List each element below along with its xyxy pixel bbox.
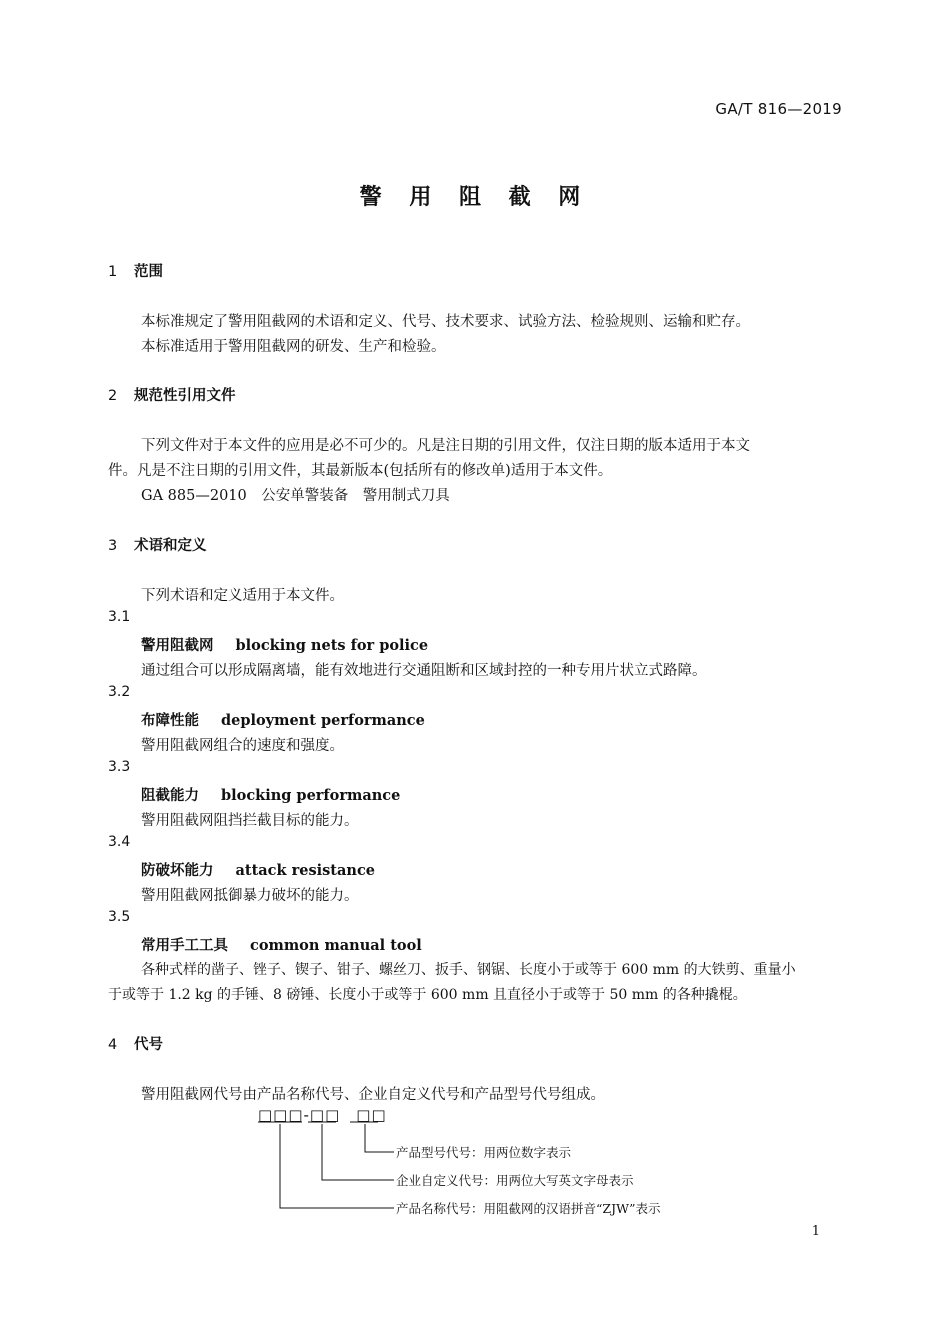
section-title: 术语和定义 bbox=[134, 538, 207, 554]
callout-product-name-code: 产品名称代号：用阻截网的汉语拼音“ZJW”表示 bbox=[396, 1201, 661, 1216]
term-en: blocking nets for police bbox=[235, 637, 429, 654]
callout-model-code: 产品型号代号：用两位数字表示 bbox=[396, 1145, 572, 1160]
term-en: attack resistance bbox=[235, 862, 375, 879]
normative-reference: GA 885—2010 公安单警装备 警用制式刀具 bbox=[141, 488, 450, 504]
term-zh: 布障性能 bbox=[141, 713, 199, 729]
section-title: 范围 bbox=[134, 264, 163, 280]
standard-number: GA/T 816—2019 bbox=[715, 100, 842, 118]
section-number: 1 bbox=[108, 264, 118, 280]
clause-number: 3.3 bbox=[108, 759, 131, 775]
term-zh: 常用手工工具 bbox=[141, 938, 228, 954]
term-definition: 警用阻截网组合的速度和强度。 bbox=[141, 738, 344, 754]
clause-number: 3.1 bbox=[108, 609, 131, 625]
clause-number: 3.5 bbox=[108, 909, 131, 925]
term-definition: 通过组合可以形成隔离墙，能有效地进行交通阻断和区域封控的一种专用片状立式路障。 bbox=[141, 663, 707, 679]
term-definition: 各种式样的凿子、锉子、锲子、钳子、螺丝刀、扳手、钢锯、长度小于或等于 600 mm 的大铁剪、重量小 bbox=[141, 962, 796, 978]
section-number: 2 bbox=[108, 388, 118, 404]
term-definition: 于或等于 1.2 kg 的手锤、8 磅锤、长度小于或等于 600 mm 且直径小于或等于 50 mm 的各种撬棍。 bbox=[108, 987, 747, 1003]
paragraph: 件。凡是不注日期的引用文件，其最新版本(包括所有的修改单)适用于本文件。 bbox=[108, 463, 613, 479]
clause-number: 3.2 bbox=[108, 684, 131, 700]
term-en: common manual tool bbox=[250, 937, 422, 954]
section-number: 4 bbox=[108, 1037, 118, 1053]
paragraph: 本标准规定了警用阻截网的术语和定义、代号、技术要求、试验方法、检验规则、运输和贮存。 bbox=[141, 314, 750, 330]
document-title: 警 用 阻 截 网 bbox=[359, 185, 591, 210]
code-format: □□□-□□ □□ bbox=[258, 1106, 387, 1124]
paragraph: 警用阻截网代号由产品名称代号、企业自定义代号和产品型号代号组成。 bbox=[141, 1087, 605, 1103]
term-en: blocking performance bbox=[221, 787, 401, 804]
term-definition: 警用阻截网抵御暴力破坏的能力。 bbox=[141, 888, 359, 904]
clause-number: 3.4 bbox=[108, 834, 131, 850]
term-zh: 防破坏能力 bbox=[141, 863, 214, 879]
paragraph: 本标准适用于警用阻截网的研发、生产和检验。 bbox=[141, 339, 446, 355]
section-title: 规范性引用文件 bbox=[134, 388, 236, 404]
term-definition: 警用阻截网阻挡拦截目标的能力。 bbox=[141, 813, 359, 829]
paragraph: 下列文件对于本文件的应用是必不可少的。凡是注日期的引用文件，仅注日期的版本适用于本文 bbox=[141, 438, 750, 454]
section-number: 3 bbox=[108, 538, 118, 554]
term-en: deployment performance bbox=[221, 712, 425, 729]
callout-enterprise-code: 企业自定义代号：用两位大写英文字母表示 bbox=[396, 1173, 634, 1188]
paragraph: 下列术语和定义适用于本文件。 bbox=[141, 588, 344, 604]
page-number: 1 bbox=[811, 1224, 820, 1239]
term-zh: 警用阻截网 bbox=[141, 638, 214, 654]
term-zh: 阻截能力 bbox=[141, 788, 199, 804]
section-title: 代号 bbox=[134, 1037, 163, 1053]
